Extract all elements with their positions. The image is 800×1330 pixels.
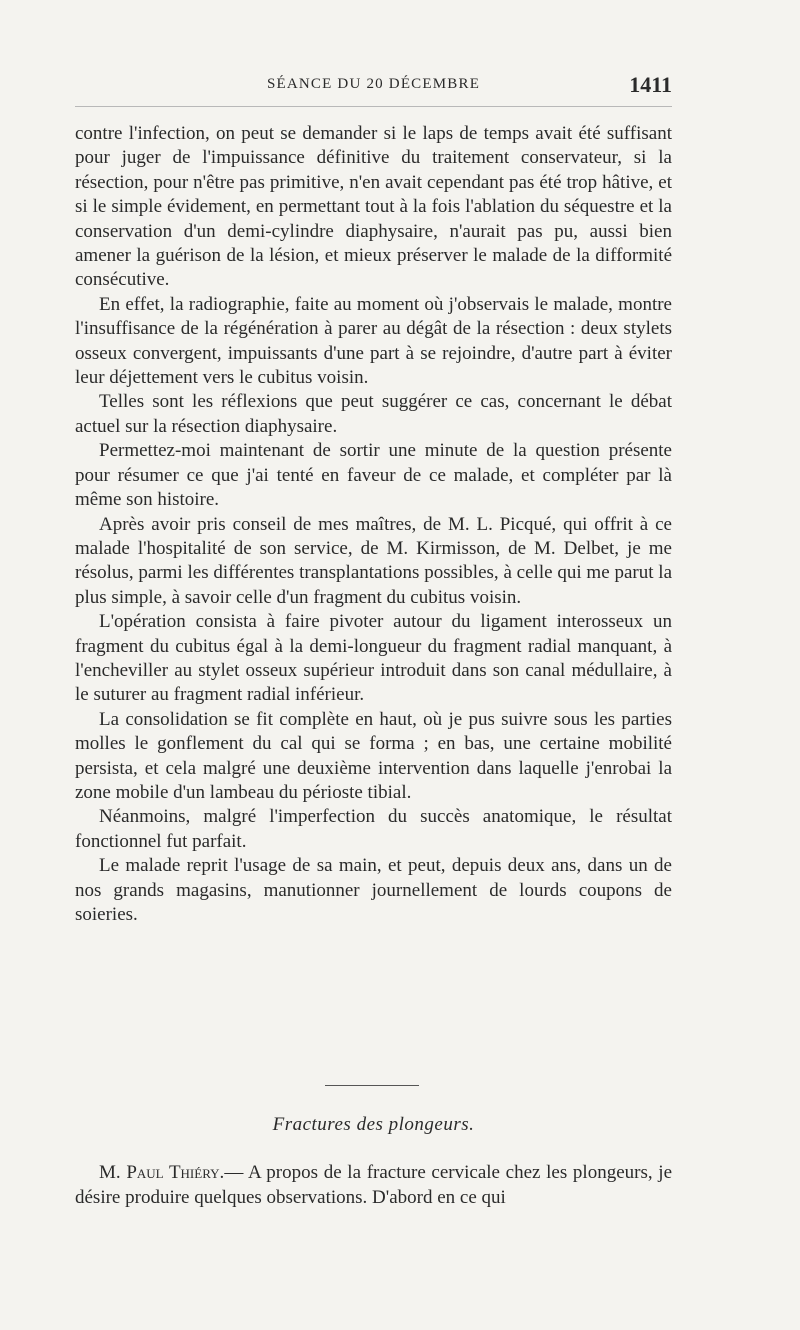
paragraph: En effet, la radiographie, faite au moment où j'observais le malade, montre l'insuffisance de la régénération à parer au dégât de la résection : deux stylets osseux convergent, impuissants d'une part à se rejoindre, d'autre part à éviter leur déjettement vers le cubitus voisin.	[75, 293, 672, 389]
paragraph: Permettez-moi maintenant de sortir une minute de la question présente pour résumer ce que j'ai tenté en faveur de ce malade, et compléter par là même son histoire.	[75, 440, 672, 511]
running-header	[75, 72, 672, 102]
paragraph: Telles sont les réflexions que peut suggérer ce cas, concernant le débat actuel sur la résection diaphysaire.	[75, 391, 672, 437]
paragraph: Le malade reprit l'usage de sa main, et peut, depuis deux ans, dans un de nos grands magasins, manutionner journellement de lourds coupons de soieries.	[75, 855, 672, 925]
paragraph: L'opération consista à faire pivoter autour du ligament interosseux un fragment du cubitus égal à la demi-longueur du fragment radial manquant, à l'encheviller au stylet osseux supérieur introduit dans son canal médullaire, à le suturer au fragment radial inférieur.	[75, 611, 672, 706]
body-text	[75, 122, 672, 927]
section-body	[75, 1160, 672, 1210]
header-rule	[75, 106, 672, 107]
section-paragraph	[75, 1160, 672, 1210]
paragraph: contre l'infection, on peut se demander si le laps de temps avait été suffisant pour juger de l'impuissance définitive du traitement conservateur, si la résection, pour n'être pas primitive, n'en avait cependant pas été trop hâtive, et si le simple évidement, en permettant tout à la fois l'ablation du séquestre et la conservation d'un demi-cylindre diaphysaire, n'aurait pas pu, aussi bien amener la guérison de la lésion, et mieux préserver le malade de la difformité consécutive.	[75, 123, 672, 291]
section-text: — A propos de la fracture cervicale chez les plongeurs, je désire produire quelques observations. D'abord en ce qui	[75, 1162, 672, 1208]
paragraph: La consolidation se fit complète en haut, où je pus suivre sous les parties molles le gonflement du cal qui se forma ; en bas, une certaine mobilité persista, et cela malgré une deuxième intervention dans laquelle j'enrobai la zone mobile d'un lambeau du périoste tibial.	[75, 708, 672, 803]
section-title: Fractures des plongeurs.	[272, 1114, 475, 1135]
speaker-name: M. Paul Thiéry.	[99, 1162, 225, 1183]
paragraph: Néanmoins, malgré l'imperfection du succès anatomique, le résultat fonctionnel fut parfait.	[75, 806, 672, 852]
page-number: 1411	[629, 72, 672, 97]
header-title: SÉANCE DU 20 DÉCEMBRE	[266, 76, 481, 92]
section-separator	[325, 1085, 419, 1086]
paragraph: Après avoir pris conseil de mes maîtres, de M. L. Picqué, qui offrit à ce malade l'hospitalité de son service, de M. Kirmisson, de M. Delbet, je me résolus, parmi les différentes transplantations possibles, à celle qui me parut la plus simple, à savoir celle d'un fragment du cubitus voisin.	[75, 513, 672, 608]
